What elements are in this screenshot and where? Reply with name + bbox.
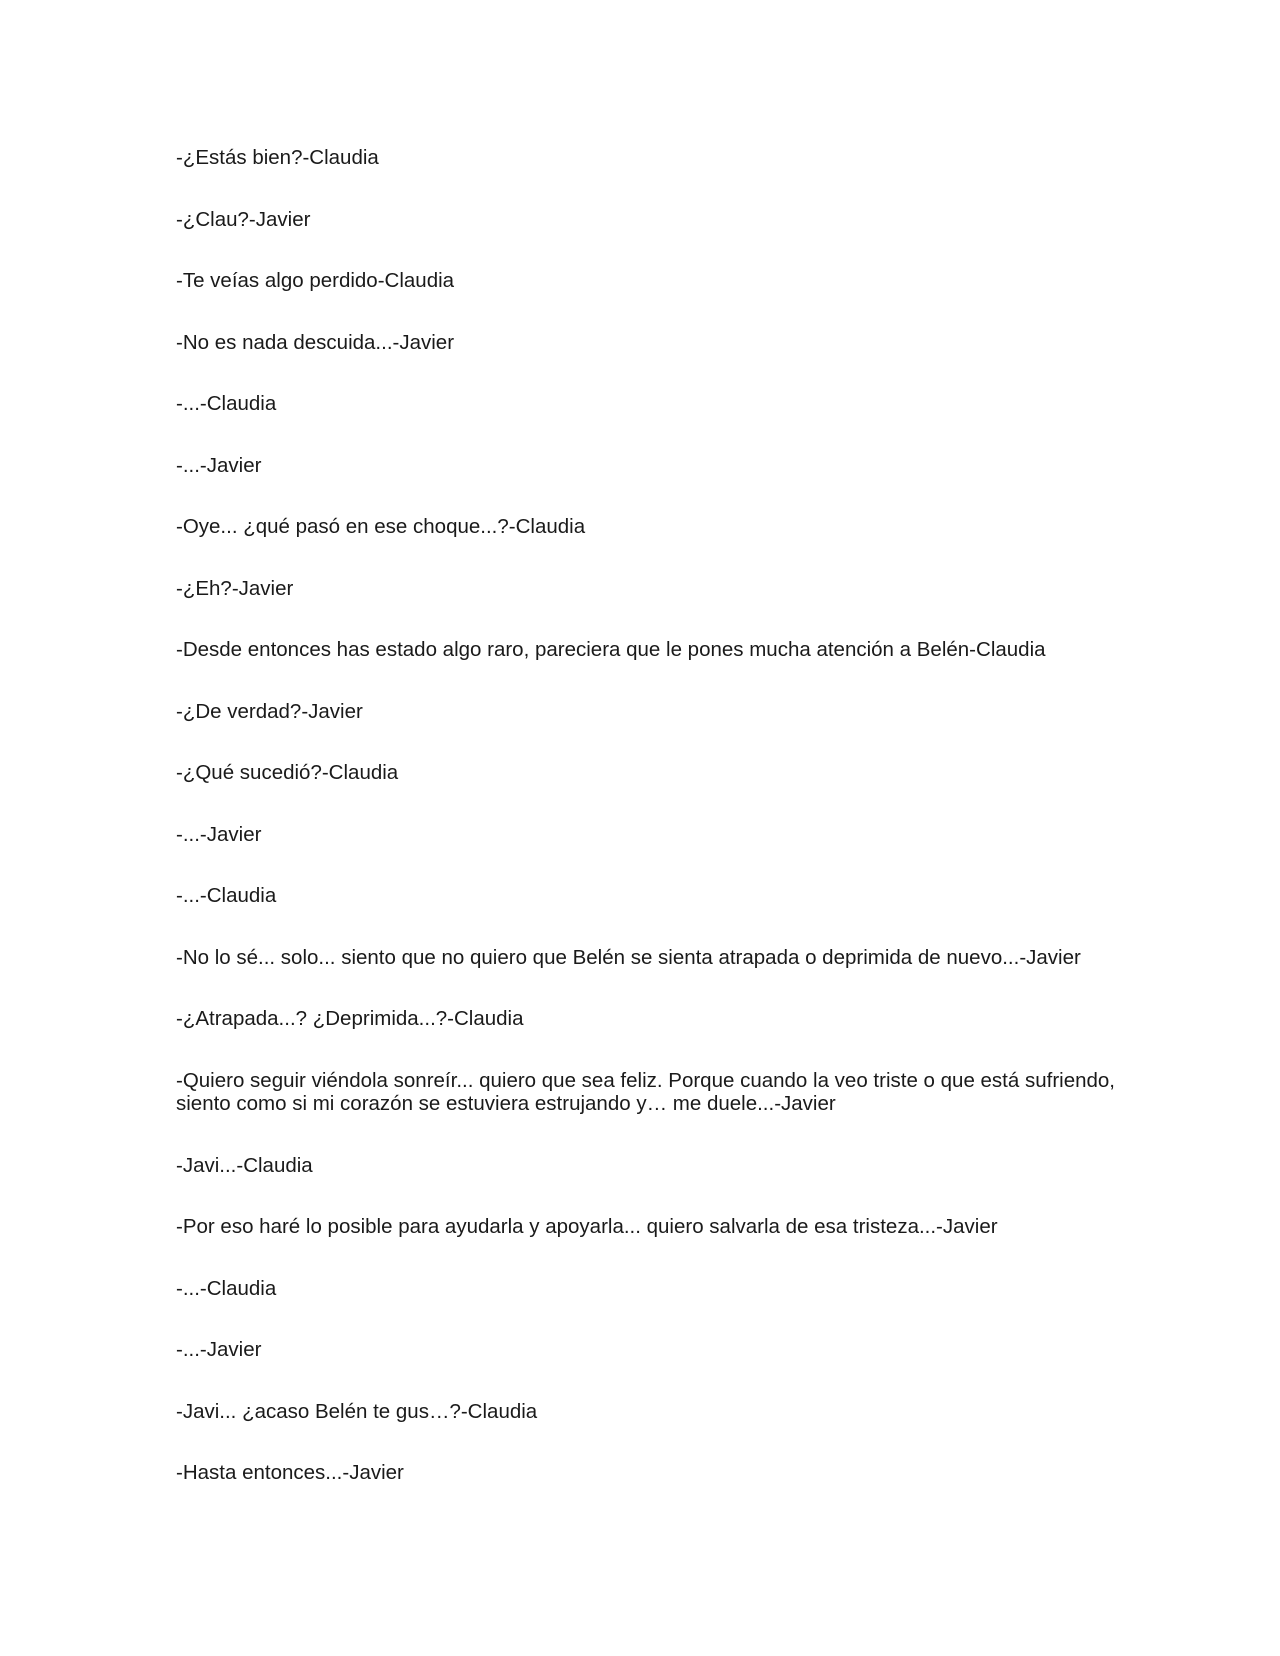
dialogue-line: -...-Javier: [176, 1338, 262, 1361]
dialogue-line: -...-Claudia: [176, 1276, 277, 1300]
dialogue-line: -No es nada descuida...-Javier: [176, 330, 455, 354]
dialogue-line: -Quiero seguir viéndola sonreír... quiero que sea feliz. Porque cuando la veo triste o que está sufriendo, siento como si mi corazón se estuviera estrujando y… me duele...-Javier: [176, 1068, 1116, 1115]
dialogue-line: -...-Javier: [176, 822, 262, 846]
dialogue-line: -¿Eh?-Javier: [176, 576, 294, 600]
dialogue-line: -Desde entonces has estado algo raro, pareciera que le pones mucha atención a Belén-Claudia: [176, 638, 1046, 661]
dialogue-line: -¿Qué sucedió?-Claudia: [176, 761, 399, 784]
dialogue-line: -Javi...-Claudia: [176, 1153, 313, 1177]
dialogue-line: -Oye... ¿qué pasó en ese choque...?-Claudia: [176, 515, 586, 538]
dialogue-line: -¿Estás bien?-Claudia: [176, 146, 379, 169]
dialogue-line: -Por eso haré lo posible para ayudarla y apoyarla... quiero salvarla de esa tristeza...-Javier: [176, 1215, 998, 1238]
dialogue-line: -¿Atrapada...? ¿Deprimida...?-Claudia: [176, 1007, 524, 1030]
dialogue-line: -Javi... ¿acaso Belén te gus…?-Claudia: [176, 1399, 538, 1423]
dialogue-line: -Te veías algo perdido-Claudia: [176, 269, 455, 292]
dialogue-text: [176, 146, 1116, 1523]
dialogue-line: -...-Javier: [176, 453, 262, 477]
dialogue-line: -¿Clau?-Javier: [176, 207, 311, 231]
dialogue-line: -...-Claudia: [176, 884, 277, 907]
dialogue-line: -Hasta entonces...-Javier: [176, 1461, 404, 1484]
dialogue-line: -¿De verdad?-Javier: [176, 699, 363, 723]
dialogue-line: -...-Claudia: [176, 392, 277, 415]
dialogue-line: -No lo sé... solo... siento que no quiero que Belén se sienta atrapada o deprimida de nuevo...-Javier: [176, 945, 1081, 969]
